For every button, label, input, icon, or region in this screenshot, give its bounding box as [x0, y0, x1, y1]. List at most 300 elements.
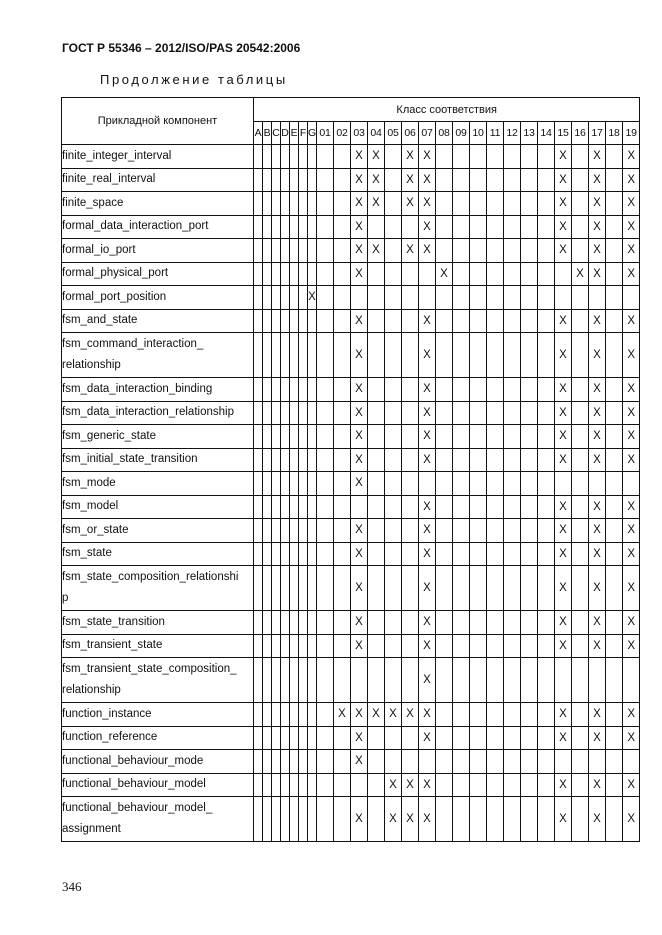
conformance-cell [263, 797, 272, 842]
conformance-cell [385, 333, 402, 378]
conformance-cell [334, 262, 351, 286]
conformance-mark: X [351, 634, 368, 658]
conformance-cell [308, 192, 317, 216]
conformance-cell [281, 192, 290, 216]
component-name [62, 797, 254, 842]
conformance-mark: X [351, 425, 368, 449]
class-code-f: F [299, 122, 308, 145]
conformance-cell [606, 168, 623, 192]
conformance-cell [606, 448, 623, 472]
conformance-cell [436, 192, 453, 216]
conformance-cell [299, 448, 308, 472]
conformance-cell [272, 519, 281, 543]
conformance-cell [623, 472, 640, 496]
conformance-cell [368, 797, 385, 842]
table-row [62, 542, 640, 566]
conformance-cell [272, 401, 281, 425]
conformance-cell [572, 519, 589, 543]
conformance-mark: X [589, 448, 606, 472]
conformance-cell [504, 145, 521, 169]
component-name [62, 703, 254, 727]
conformance-cell [521, 192, 538, 216]
conformance-cell [299, 168, 308, 192]
conformance-cell [263, 542, 272, 566]
table-row [62, 773, 640, 797]
conformance-mark: X [402, 239, 419, 263]
component-name-line: formal_physical_port [62, 267, 169, 280]
conformance-cell [487, 703, 504, 727]
conformance-cell [436, 401, 453, 425]
conformance-cell [521, 239, 538, 263]
conformance-cell [299, 542, 308, 566]
conformance-cell [436, 703, 453, 727]
table-row [62, 519, 640, 543]
conformance-cell [572, 472, 589, 496]
conformance-cell [470, 542, 487, 566]
table-row [62, 215, 640, 239]
conformance-cell [504, 286, 521, 310]
conformance-cell [281, 378, 290, 402]
conformance-cell [334, 495, 351, 519]
conformance-cell [290, 286, 299, 310]
conformance-cell [470, 797, 487, 842]
conformance-cell [538, 495, 555, 519]
conformance-cell [402, 566, 419, 611]
conformance-mark: X [555, 797, 572, 842]
conformance-cell [299, 145, 308, 169]
conformance-cell [290, 797, 299, 842]
conformance-cell [290, 262, 299, 286]
conformance-mark: X [623, 703, 640, 727]
conformance-mark: X [368, 168, 385, 192]
conformance-cell [290, 495, 299, 519]
conformance-mark: X [623, 519, 640, 543]
component-name-line: formal_port_position [62, 290, 167, 303]
conformance-cell [606, 378, 623, 402]
conformance-cell [436, 750, 453, 774]
conformance-mark: X [419, 519, 436, 543]
component-name-line: fsm_or_state [62, 523, 129, 536]
conformance-cell [317, 495, 334, 519]
conformance-cell [290, 333, 299, 378]
conformance-mark: X [402, 145, 419, 169]
table-continuation-caption: Продолжение таблицы [100, 72, 288, 87]
conformance-cell [402, 634, 419, 658]
conformance-cell [290, 215, 299, 239]
conformance-mark: X [555, 448, 572, 472]
component-name [62, 333, 254, 378]
conformance-cell [470, 750, 487, 774]
conformance-cell [402, 262, 419, 286]
conformance-cell [368, 542, 385, 566]
conformance-cell [538, 726, 555, 750]
table-row [62, 703, 640, 727]
conformance-cell [254, 611, 263, 635]
conformance-cell [504, 425, 521, 449]
conformance-cell [290, 145, 299, 169]
conformance-cell [453, 703, 470, 727]
component-name [62, 611, 254, 635]
conformance-cell [368, 425, 385, 449]
conformance-cell [385, 215, 402, 239]
conformance-cell [521, 611, 538, 635]
conformance-cell [470, 239, 487, 263]
conformance-cell [290, 634, 299, 658]
conformance-cell [504, 262, 521, 286]
table-row [62, 566, 640, 611]
component-name [62, 239, 254, 263]
conformance-mark: X [351, 703, 368, 727]
conformance-cell [272, 239, 281, 263]
conformance-cell [453, 309, 470, 333]
component-name [62, 286, 254, 310]
conformance-cell [470, 215, 487, 239]
conformance-cell [272, 472, 281, 496]
conformance-cell [281, 239, 290, 263]
component-name-line: functional_behaviour_model [62, 778, 206, 791]
conformance-cell [606, 215, 623, 239]
conformance-cell [453, 495, 470, 519]
conformance-cell [263, 611, 272, 635]
conformance-cell [334, 750, 351, 774]
conformance-mark: X [589, 262, 606, 286]
conformance-cell [254, 168, 263, 192]
conformance-cell [299, 262, 308, 286]
conformance-mark: X [555, 145, 572, 169]
conformance-cell [334, 333, 351, 378]
conformance-cell [453, 145, 470, 169]
conformance-cell [453, 401, 470, 425]
conformance-cell [334, 797, 351, 842]
conformance-cell [272, 333, 281, 378]
component-name-line: formal_data_interaction_port [62, 220, 209, 233]
conformance-mark: X [589, 309, 606, 333]
conformance-cell [272, 309, 281, 333]
conformance-cell [436, 542, 453, 566]
conformance-cell [470, 425, 487, 449]
conformance-cell [453, 797, 470, 842]
conformance-cell [572, 333, 589, 378]
conformance-cell [436, 634, 453, 658]
conformance-cell [272, 168, 281, 192]
conformance-cell [317, 703, 334, 727]
conformance-cell [572, 145, 589, 169]
conformance-cell [263, 401, 272, 425]
conformance-cell [606, 239, 623, 263]
conformance-cell [254, 309, 263, 333]
conformance-mark: X [402, 192, 419, 216]
conformance-cell [521, 262, 538, 286]
conformance-cell [436, 333, 453, 378]
class-code-07: 07 [419, 122, 436, 145]
conformance-mark: X [308, 286, 317, 310]
conformance-mark: X [555, 192, 572, 216]
conformance-cell [290, 566, 299, 611]
conformance-cell [308, 634, 317, 658]
conformance-mark: X [623, 333, 640, 378]
conformance-cell [334, 634, 351, 658]
conformance-cell [436, 566, 453, 611]
conformance-cell [385, 658, 402, 703]
component-name-line: fsm_generic_state [62, 429, 156, 442]
conformance-cell [317, 425, 334, 449]
component-name-line: fsm_initial_state_transition [62, 453, 198, 466]
conformance-cell [281, 703, 290, 727]
conformance-mark: X [419, 797, 436, 842]
conformance-cell [453, 611, 470, 635]
component-name [62, 168, 254, 192]
conformance-cell [334, 448, 351, 472]
conformance-cell [521, 658, 538, 703]
conformance-mark: X [623, 726, 640, 750]
conformance-cell [299, 192, 308, 216]
conformance-cell [368, 566, 385, 611]
conformance-cell [470, 145, 487, 169]
conformance-cell [538, 750, 555, 774]
conformance-mark: X [419, 333, 436, 378]
conformance-cell [470, 262, 487, 286]
table-row [62, 286, 640, 310]
conformance-cell [385, 472, 402, 496]
conformance-cell [299, 519, 308, 543]
component-name-line: fsm_model [62, 500, 119, 513]
conformance-cell [308, 519, 317, 543]
conformance-cell [308, 658, 317, 703]
conformance-cell [436, 519, 453, 543]
conformance-cell [281, 542, 290, 566]
conformance-cell [351, 286, 368, 310]
conformance-cell [272, 750, 281, 774]
conformance-cell [290, 472, 299, 496]
table-row [62, 448, 640, 472]
conformance-mark: X [555, 542, 572, 566]
conformance-cell [254, 286, 263, 310]
conformance-cell [263, 239, 272, 263]
conformance-cell [254, 750, 263, 774]
conformance-cell [606, 750, 623, 774]
conformance-mark: X [589, 239, 606, 263]
conformance-cell [317, 448, 334, 472]
conformance-cell [487, 425, 504, 449]
conformance-cell [555, 262, 572, 286]
conformance-cell [317, 750, 334, 774]
conformance-cell [281, 401, 290, 425]
conformance-cell [419, 750, 436, 774]
conformance-cell [504, 750, 521, 774]
conformance-cell [317, 542, 334, 566]
conformance-cell [402, 286, 419, 310]
conformance-cell [281, 634, 290, 658]
conformance-mark: X [623, 425, 640, 449]
conformance-mark: X [589, 401, 606, 425]
conformance-cell [402, 472, 419, 496]
conformance-mark: X [555, 495, 572, 519]
conformance-cell [538, 239, 555, 263]
class-code-12: 12 [504, 122, 521, 145]
conformance-cell [254, 658, 263, 703]
conformance-cell [453, 425, 470, 449]
conformance-cell [572, 401, 589, 425]
component-name [62, 495, 254, 519]
conformance-cell [504, 703, 521, 727]
table-row [62, 495, 640, 519]
conformance-mark: X [555, 309, 572, 333]
conformance-cell [504, 658, 521, 703]
conformance-cell [470, 519, 487, 543]
conformance-cell [254, 726, 263, 750]
conformance-cell [290, 425, 299, 449]
conformance-cell [521, 519, 538, 543]
component-name-line: fsm_state_composition_relationshi [62, 571, 239, 583]
conformance-cell [487, 401, 504, 425]
conformance-cell [572, 773, 589, 797]
conformance-cell [272, 703, 281, 727]
conformance-cell [538, 262, 555, 286]
conformance-cell [263, 448, 272, 472]
conformance-cell [572, 703, 589, 727]
component-name [62, 215, 254, 239]
conformance-mark: X [351, 472, 368, 496]
conformance-mark: X [351, 566, 368, 611]
conformance-cell [504, 566, 521, 611]
conformance-cell [317, 309, 334, 333]
conformance-cell [538, 378, 555, 402]
conformance-cell [254, 472, 263, 496]
conformance-cell [436, 378, 453, 402]
conformance-mark: X [572, 262, 589, 286]
conformance-cell [334, 542, 351, 566]
class-code-05: 05 [385, 122, 402, 145]
component-name-line: function_instance [62, 707, 152, 720]
conformance-cell [572, 658, 589, 703]
conformance-cell [281, 448, 290, 472]
component-name [62, 262, 254, 286]
class-code-01: 01 [317, 122, 334, 145]
conformance-mark: X [419, 703, 436, 727]
class-code-a: A [254, 122, 263, 145]
conformance-cell [290, 401, 299, 425]
class-code-18: 18 [606, 122, 623, 145]
conformance-mark: X [419, 611, 436, 635]
conformance-mark: X [623, 309, 640, 333]
conformance-cell [385, 425, 402, 449]
class-code-15: 15 [555, 122, 572, 145]
conformance-cell [272, 448, 281, 472]
conformance-cell [521, 333, 538, 378]
conformance-cell [281, 333, 290, 378]
conformance-cell [402, 519, 419, 543]
conformance-cell [317, 658, 334, 703]
conformance-cell [281, 472, 290, 496]
conformance-cell [308, 145, 317, 169]
conformance-cell [487, 448, 504, 472]
conformance-cell [385, 542, 402, 566]
conformance-cell [436, 472, 453, 496]
conformance-cell [299, 495, 308, 519]
conformance-cell [606, 262, 623, 286]
conformance-cell [290, 192, 299, 216]
conformance-cell [521, 401, 538, 425]
conformance-mark: X [623, 145, 640, 169]
conformance-cell [272, 378, 281, 402]
conformance-mark: X [589, 703, 606, 727]
conformance-cell [317, 239, 334, 263]
conformance-cell [521, 703, 538, 727]
conformance-cell [317, 401, 334, 425]
component-name [62, 192, 254, 216]
class-code-d: D [281, 122, 290, 145]
conformance-mark: X [351, 448, 368, 472]
conformance-mark: X [623, 215, 640, 239]
conformance-mark: X [402, 773, 419, 797]
conformance-cell [572, 425, 589, 449]
conformance-cell [572, 634, 589, 658]
component-name-line: p [62, 592, 69, 604]
conformance-cell [538, 215, 555, 239]
conformance-cell [308, 262, 317, 286]
conformance-cell [254, 401, 263, 425]
conformance-mark: X [555, 239, 572, 263]
conformance-cell [572, 566, 589, 611]
conformance-cell [470, 309, 487, 333]
conformance-cell [308, 726, 317, 750]
conformance-cell [436, 773, 453, 797]
conformance-cell [504, 797, 521, 842]
conformance-mark: X [555, 773, 572, 797]
conformance-cell [299, 726, 308, 750]
conformance-cell [317, 192, 334, 216]
conformance-mark: X [402, 168, 419, 192]
conformance-cell [290, 726, 299, 750]
conformance-cell [272, 773, 281, 797]
conformance-cell [572, 215, 589, 239]
conformance-cell [436, 495, 453, 519]
conformance-mark: X [623, 401, 640, 425]
conformance-cell [402, 542, 419, 566]
conformance-cell [368, 286, 385, 310]
component-name [62, 658, 254, 703]
conformance-cell [281, 658, 290, 703]
conformance-cell [453, 215, 470, 239]
conformance-cell [299, 425, 308, 449]
conformance-cell [538, 192, 555, 216]
conformance-cell [263, 750, 272, 774]
table-row [62, 750, 640, 774]
conformance-mark: X [623, 239, 640, 263]
conformance-cell [572, 378, 589, 402]
conformance-cell [521, 309, 538, 333]
conformance-cell [385, 726, 402, 750]
conformance-cell [436, 726, 453, 750]
conformance-cell [487, 634, 504, 658]
conformance-mark: X [402, 703, 419, 727]
conformance-cell [436, 797, 453, 842]
table-row [62, 611, 640, 635]
conformance-mark: X [402, 797, 419, 842]
conformance-cell [453, 658, 470, 703]
conformance-cell [453, 168, 470, 192]
conformance-cell [281, 168, 290, 192]
conformance-cell [606, 333, 623, 378]
conformance-cell [263, 658, 272, 703]
conformance-mark: X [623, 495, 640, 519]
conformance-cell [317, 333, 334, 378]
conformance-mark: X [368, 192, 385, 216]
conformance-cell [504, 333, 521, 378]
conformance-cell [572, 750, 589, 774]
class-code-08: 08 [436, 122, 453, 145]
conformance-mark: X [351, 750, 368, 774]
